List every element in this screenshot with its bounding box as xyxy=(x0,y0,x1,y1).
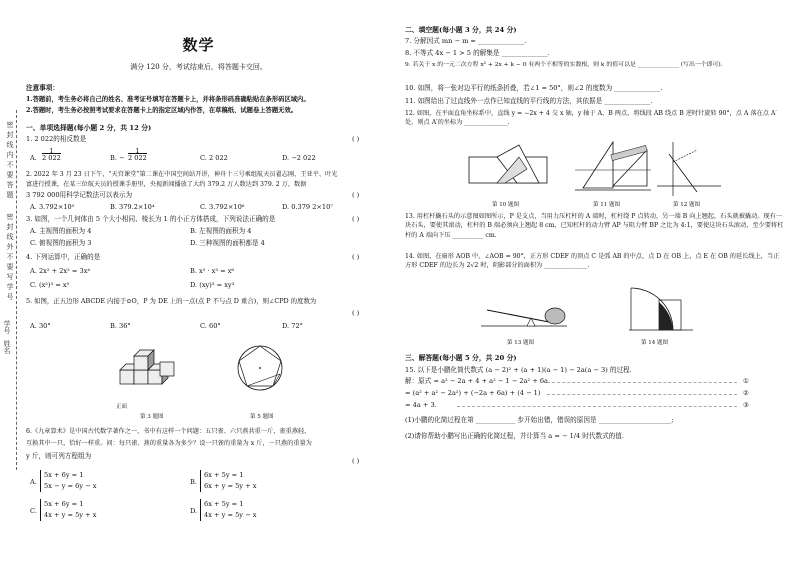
figure-12-caption: 第 12 题图 xyxy=(673,202,700,208)
q2-answer-paren: ( ) xyxy=(352,191,360,199)
step-3-dots xyxy=(457,406,737,407)
figure-14-caption: 第 14 题图 xyxy=(641,340,668,346)
q7: 7. 分解因式 mn − m = ______________. xyxy=(405,37,527,45)
binding-char: 密 xyxy=(6,213,14,221)
q5-option-a: A. 30° xyxy=(30,322,51,330)
q6-option-c: 5x + 6y = 1 4x + y = 5y + x xyxy=(40,499,96,521)
q4-option-a: A. 2x² + 2x² = 3x⁴ xyxy=(30,267,91,275)
binding-char: 答 xyxy=(6,181,14,189)
q2-option-c: C. 3.792×10⁶ xyxy=(200,203,245,211)
q3-option-c: C. 俯视图的面积为 3 xyxy=(30,239,92,247)
q3-option-a: A. 主视图的面积为 4 xyxy=(30,227,92,235)
q6-option-d: 6x + 5y = 1 4x + y = 5y − x xyxy=(200,499,256,521)
binding-char: 封 xyxy=(6,223,14,231)
q6-option-b-label: B. xyxy=(190,478,197,486)
note-item-1: 1.答题前，考生务必将自己的姓名、准考证号填写在答题卡上，并将条形码准确粘贴在条形码区域内。 xyxy=(26,96,310,103)
q6-stem-line2: 互换其中一只，恰好一样重。问：每只雀、燕的重量各为多少？设一只雀的重量为 x 斤，一只燕的重量为 xyxy=(26,440,312,447)
q6-option-a: 5x + 6y = 1 5x − y = 6y − x xyxy=(40,470,96,492)
binding-char: 要 xyxy=(6,171,14,179)
binding-dash-line xyxy=(16,110,17,470)
q11: 11. 如图给出了过直线外一点作已知直线的平行线的方法，其依据是 ______________. xyxy=(405,97,653,105)
note-item-2: 2.答题时，考生务必按照考试要求在答题卡上的指定区域内作答，在草稿纸、试题卷上答题无效。 xyxy=(26,107,298,114)
q4-answer-paren: ( ) xyxy=(352,253,360,261)
q1-answer-paren: ( ) xyxy=(352,135,360,143)
q6-answer-paren: ( ) xyxy=(352,457,360,465)
figure-11-caption: 第 11 题图 xyxy=(593,202,620,208)
q15-step-1: 解：原式 = a² − 2a + 4 + a² − 1 − 2a² + 6a xyxy=(405,377,548,385)
figure-12-coordinate-plane xyxy=(655,140,725,198)
step-2-dots xyxy=(547,394,737,395)
binding-char: 要 xyxy=(6,263,14,271)
page-title: 数学 xyxy=(182,36,215,54)
section1-heading: 一、单项选择题(每小题 2 分，共 12 分) xyxy=(26,124,152,132)
q5-option-c: C. 60° xyxy=(200,322,221,330)
q5-option-d: D. 72° xyxy=(282,322,303,330)
binding-char: 写 xyxy=(6,273,14,281)
q2-stem-line2: 富进行授课，在某三位航天员的授课手册里，央视新闻播放了大约 379.2 万人数达到 379. 2 万，数据 xyxy=(26,181,307,188)
binding-char: 不 xyxy=(6,253,14,261)
q15-step-2: = (a² + a² − 2a²) + (−2a + 6a) + (4 − 1) xyxy=(405,389,541,397)
right-page xyxy=(397,0,794,561)
exam-subtitle: 满分 120 分，考试结束后，将答题卡交回。 xyxy=(130,63,267,71)
q12: 12. 如图，在平面直角坐标系中，直线 y = −2x + 4 交 x 轴，y 轴于 A、B 两点，将线段 AB 绕点 B 逆时针旋转 90°，点 A 落在点 A′处，则点 A′的坐标为 ______________. xyxy=(405,110,777,126)
q6-option-b: 6x + 5y = 1 6x + y = 5y + x xyxy=(200,470,256,492)
q3-answer-paren: ( ) xyxy=(352,215,360,223)
figure-13-caption: 第 13 题图 xyxy=(507,340,534,346)
q14: 14. 如图，在扇形 AOB 中，∠AOB = 90°，正方形 CDEF 的顶点 C 是弧 AB 的中点，点 D 在 OB 上，点 E 在 OB 的延长线上，当正方形 CDEF 的边长为 2√2 时，阴影部分的面积为 ______________. xyxy=(405,253,780,270)
q6-stem-line3: y 斤，则可列方程组为 xyxy=(26,452,92,460)
q1-stem: 1. 2 022的相反数是 xyxy=(26,135,87,143)
figure-10-caption: 第 10 题图 xyxy=(492,202,519,208)
figure-3-cubes xyxy=(118,340,188,400)
binding-char: 密 xyxy=(6,121,14,129)
q5-answer-paren: ( ) xyxy=(352,309,360,317)
q2-stem-line1: 2. 2022 年 3 月 23 日下午，“天宫课堂”第二课在中国空间站开讲，神舟十三号乘组航天员翟志刚、王亚平、叶光 xyxy=(26,171,338,178)
q1-option-b: B. − xyxy=(110,154,125,162)
binding-char: 题 xyxy=(6,191,14,199)
figure-13-lever xyxy=(479,290,569,334)
binding-strip xyxy=(2,120,18,450)
q1-option-c: C. 2 022 xyxy=(200,154,228,162)
q1-option-b-fraction: 1 2 022 xyxy=(128,147,147,162)
q2-option-b: B. 379.2×10⁴ xyxy=(110,203,155,211)
q6-option-a-label: A. xyxy=(30,478,37,486)
q1-option-a-fraction: 1 2 022 xyxy=(42,147,61,162)
q2-option-d: D. 0.379 2×10⁷ xyxy=(282,203,333,211)
binding-char: 外 xyxy=(6,243,14,251)
step-1-dots xyxy=(547,382,737,383)
q5-stem: 5. 如图，正五边形 ABCDE 内接于⊙O，P 为 DE 上的一点(点 P 不与点 D 重合)，则∠CPD 的度数为 xyxy=(26,297,317,305)
figure-3-caption: 第 3 题图 xyxy=(140,414,164,420)
q3-option-d: D. 三种视图的面积都是 4 xyxy=(190,239,265,247)
binding-char: 号 xyxy=(6,293,14,301)
q4-stem: 4. 下列运算中，正确的是 xyxy=(26,253,101,261)
q13: 13. 用杠杆撬石头的示意图如图所示，P 是支点，当用力压杠杆的 A 端时，杠杆绕 P 点转动，另一端 B 向上翘起，石头就被撬动。现有一块石头，要使其滚动，杠杆的 B 端必须向上翘起 8 cm，已知杠杆的动力臂 AP 与阻力臂 BP 之比为 4:1，要使这块石头滚动，至少要将杠杆的 A 端向下压 __________ cm. xyxy=(405,213,784,239)
binding-char: 线 xyxy=(6,233,14,241)
q3-option-b: B. 左视图的面积为 4 xyxy=(190,227,252,235)
q5-option-b: B. 36° xyxy=(110,322,131,330)
binding-char: 学 xyxy=(6,283,14,291)
q15-step-3-marker: ③ xyxy=(743,401,749,409)
q15-step-2-marker: ② xyxy=(743,389,749,397)
q1-option-d: D. −2 022 xyxy=(282,154,316,162)
section2-heading: 二、填空题(每小题 3 分，共 24 分) xyxy=(405,26,517,34)
figure-11-set-squares xyxy=(573,140,653,198)
q4-option-b: B. x² · x³ = x⁶ xyxy=(190,267,235,275)
binding-char: 不 xyxy=(6,161,14,169)
q15-sub1: (1)小鹏的化简过程在第 ____________ 步开始出错，错误的原因是 ______________________; xyxy=(405,416,674,424)
q15-step-1-marker: ① xyxy=(743,377,749,385)
figure-5-caption: 第 5 题图 xyxy=(250,414,274,420)
binding-char: 封 xyxy=(6,131,14,139)
front-label: 正面 xyxy=(116,404,128,410)
q15-sub2: (2)请你帮助小鹏写出正确的化简过程，并计算当 a = − 1/4 时代数式的值. xyxy=(405,432,624,440)
q10: 10. 如图，将一张对边平行的纸条折叠，若∠1 = 50°，则∠2 的度数为 ______________. xyxy=(405,84,663,92)
q15-stem: 15. 以下是小鹏化简代数式 (a − 2)² + (a + 1)(a − 1) − 2a(a − 3) 的过程. xyxy=(405,366,632,374)
notes-heading: 注意事项： xyxy=(26,84,59,92)
q3-stem: 3. 如图，一个几何体由 5 个大小相同、棱长为 1 的小正方体搭成，下列说法正确的是 xyxy=(26,215,276,223)
figure-14-sector-square xyxy=(625,284,697,336)
section3-heading: 三、解答题(每小题 5 分，共 20 分) xyxy=(405,354,517,362)
q2-option-a: A. 3.792×10⁵ xyxy=(30,203,75,211)
figure-10-folded-strip xyxy=(467,145,552,197)
q1-option-a: A. xyxy=(30,154,37,162)
q6-option-c-label: C. xyxy=(30,507,37,515)
q2-stem-line3: 3 792 000用科学记数法可以表示为 xyxy=(26,191,133,199)
binding-field-label: 姓名 xyxy=(3,340,11,354)
binding-field-label: 学号 xyxy=(3,320,11,334)
binding-char: 内 xyxy=(6,151,14,159)
figure-5-pentagon-circle xyxy=(232,338,292,398)
q15-step-3: = 4a + 3. xyxy=(405,401,437,409)
q6-stem-line1: 6.《九章算术》是中国古代数学著作之一，书中有这样一个问题：五只雀、六只燕共重一斤，雀重燕轻， xyxy=(26,428,311,435)
q6-option-d-label: D. xyxy=(190,507,198,515)
binding-char: 线 xyxy=(6,141,14,149)
q4-option-d: D. (xy)³ = xy³ xyxy=(190,281,235,289)
q4-option-c: C. (x²)³ = x⁵ xyxy=(30,281,70,289)
q8: 8. 不等式 4x − 1 > 5 的解集是 ______________. xyxy=(405,49,550,57)
q9: 9. 若关于 x 的一元二次方程 x² + 2x + k − 0 有两个不相等的实数根，则 k 的值可以是 ______________ (写出一个即可). xyxy=(405,62,723,68)
